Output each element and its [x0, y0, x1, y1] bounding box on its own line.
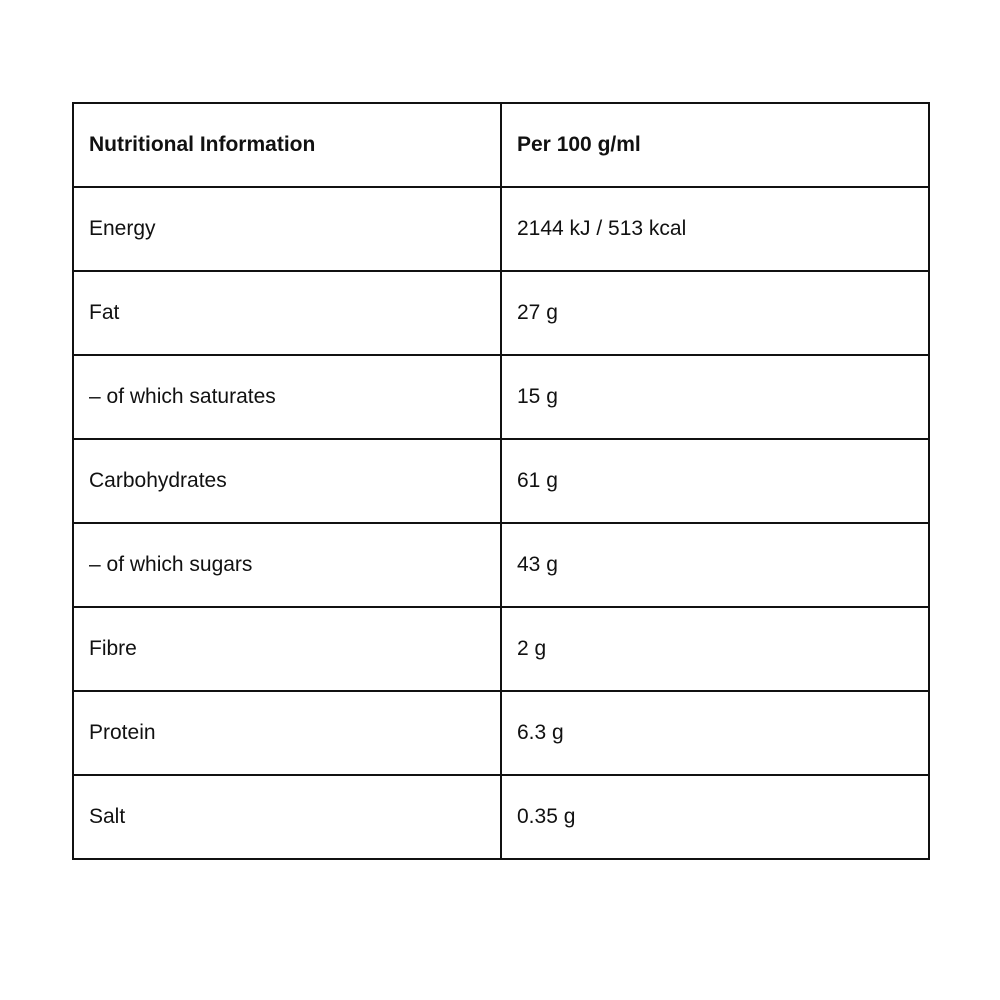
row-label: Fibre — [73, 607, 501, 691]
row-label: – of which saturates — [73, 355, 501, 439]
row-value: 43 g — [501, 523, 929, 607]
table-row — [73, 187, 929, 271]
row-label: Salt — [73, 775, 501, 859]
table-row — [73, 607, 929, 691]
row-value: 2 g — [501, 607, 929, 691]
row-label: Energy — [73, 187, 501, 271]
row-value: 6.3 g — [501, 691, 929, 775]
row-value: 2144 kJ / 513 kcal — [501, 187, 929, 271]
row-label: – of which sugars — [73, 523, 501, 607]
header-per-100: Per 100 g/ml — [501, 103, 929, 187]
row-value: 61 g — [501, 439, 929, 523]
row-value: 0.35 g — [501, 775, 929, 859]
header-nutritional-information: Nutritional Information — [73, 103, 501, 187]
table-row — [73, 355, 929, 439]
table-header-row — [73, 103, 929, 187]
row-label: Carbohydrates — [73, 439, 501, 523]
table-row — [73, 523, 929, 607]
nutrition-table — [72, 102, 930, 860]
row-label: Fat — [73, 271, 501, 355]
table-row — [73, 775, 929, 859]
table-row — [73, 691, 929, 775]
row-value: 15 g — [501, 355, 929, 439]
row-label: Protein — [73, 691, 501, 775]
table-row — [73, 271, 929, 355]
row-value: 27 g — [501, 271, 929, 355]
table-row — [73, 439, 929, 523]
